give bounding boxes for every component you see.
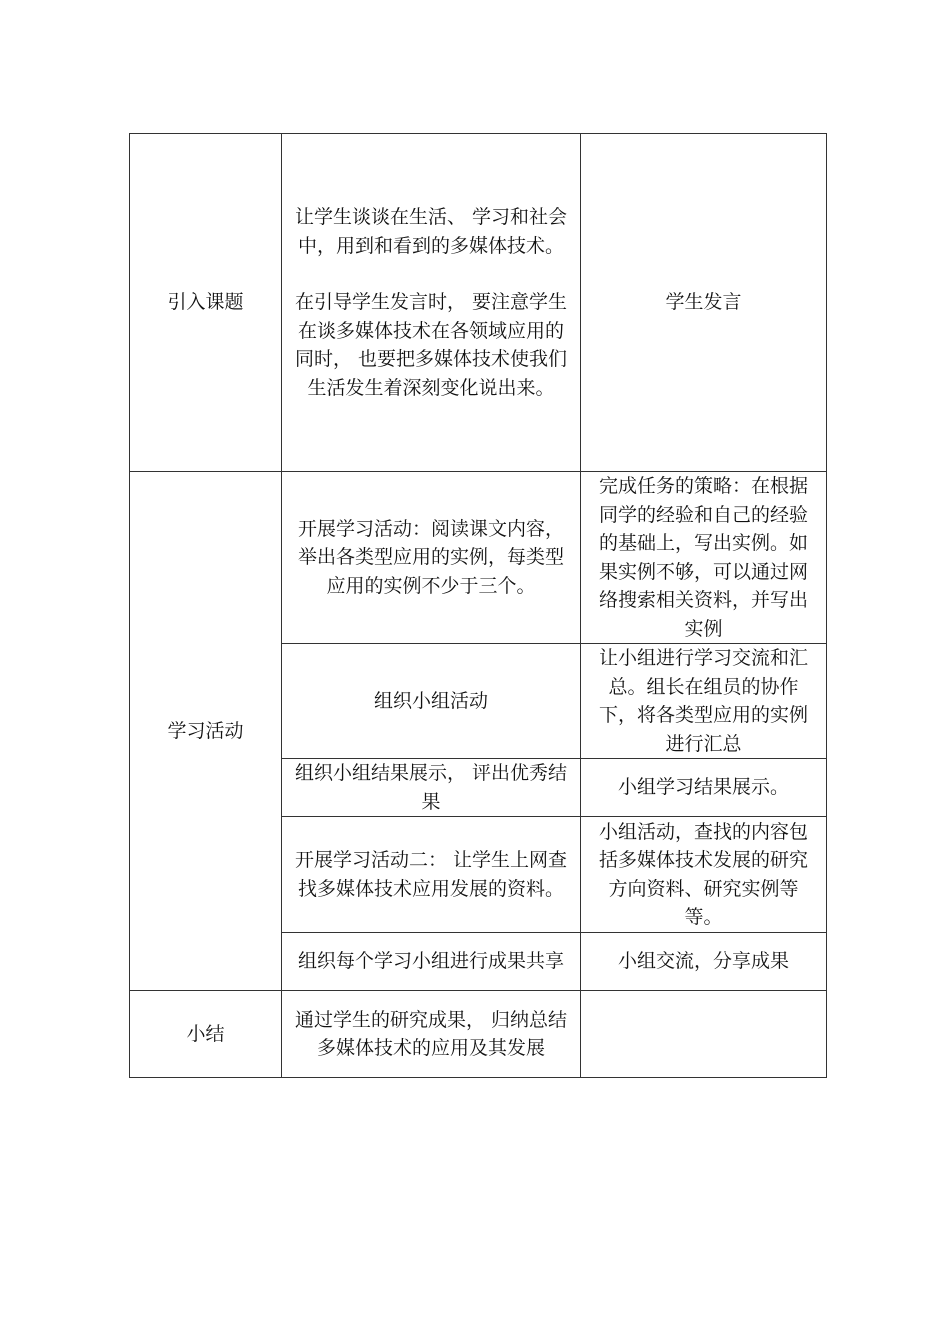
teacher-activity-cell: 通过学生的研究成果， 归纳总结多媒体技术的应用及其发展 xyxy=(282,991,581,1078)
teacher-activity-cell: 组织每个学习小组进行成果共享 xyxy=(282,933,581,991)
teacher-activity-cell: 开展学习活动二： 让学生上网查找多媒体技术应用发展的资料。 xyxy=(282,817,581,933)
teacher-activity-paragraph: 让学生谈谈在生活、 学习和社会中，用到和看到的多媒体技术。 xyxy=(294,206,568,257)
student-activity-cell: 完成任务的策略：在根据同学的经验和自己的经验的基础上，写出实例。如果实例不够，可以通过网络搜索相关资料，并写出实例 xyxy=(581,472,827,644)
table-row xyxy=(130,991,827,1078)
teacher-activity-paragraph: 在引导学生发言时， 要注意学生在谈多媒体技术在各领域应用的同时， 也要把多媒体技术使我们生活发生着深刻变化说出来。 xyxy=(294,291,568,399)
teacher-activity-cell xyxy=(282,134,581,472)
table-row xyxy=(130,134,827,472)
student-activity-cell: 让小组进行学习交流和汇总。组长在组员的协作下，将各类型应用的实例进行汇总 xyxy=(581,644,827,759)
teacher-activity-cell: 组织小组结果展示， 评出优秀结果 xyxy=(282,759,581,817)
teacher-activity-cell: 组织小组活动 xyxy=(282,644,581,759)
teacher-activity-cell: 开展学习活动：阅读课文内容，举出各类型应用的实例，每类型应用的实例不少于三个。 xyxy=(282,472,581,644)
stage-cell: 学习活动 xyxy=(130,472,282,991)
student-activity-cell: 小组交流，分享成果 xyxy=(581,933,827,991)
student-activity-cell: 小组学习结果展示。 xyxy=(581,759,827,817)
table-row xyxy=(130,472,827,644)
student-activity-cell xyxy=(581,991,827,1078)
lesson-plan-table xyxy=(129,133,827,1078)
stage-cell: 小结 xyxy=(130,991,282,1078)
stage-cell: 引入课题 xyxy=(130,134,282,472)
student-activity-cell: 小组活动，查找的内容包括多媒体技术发展的研究方向资料、研究实例等等。 xyxy=(581,817,827,933)
student-activity-cell: 学生发言 xyxy=(581,134,827,472)
